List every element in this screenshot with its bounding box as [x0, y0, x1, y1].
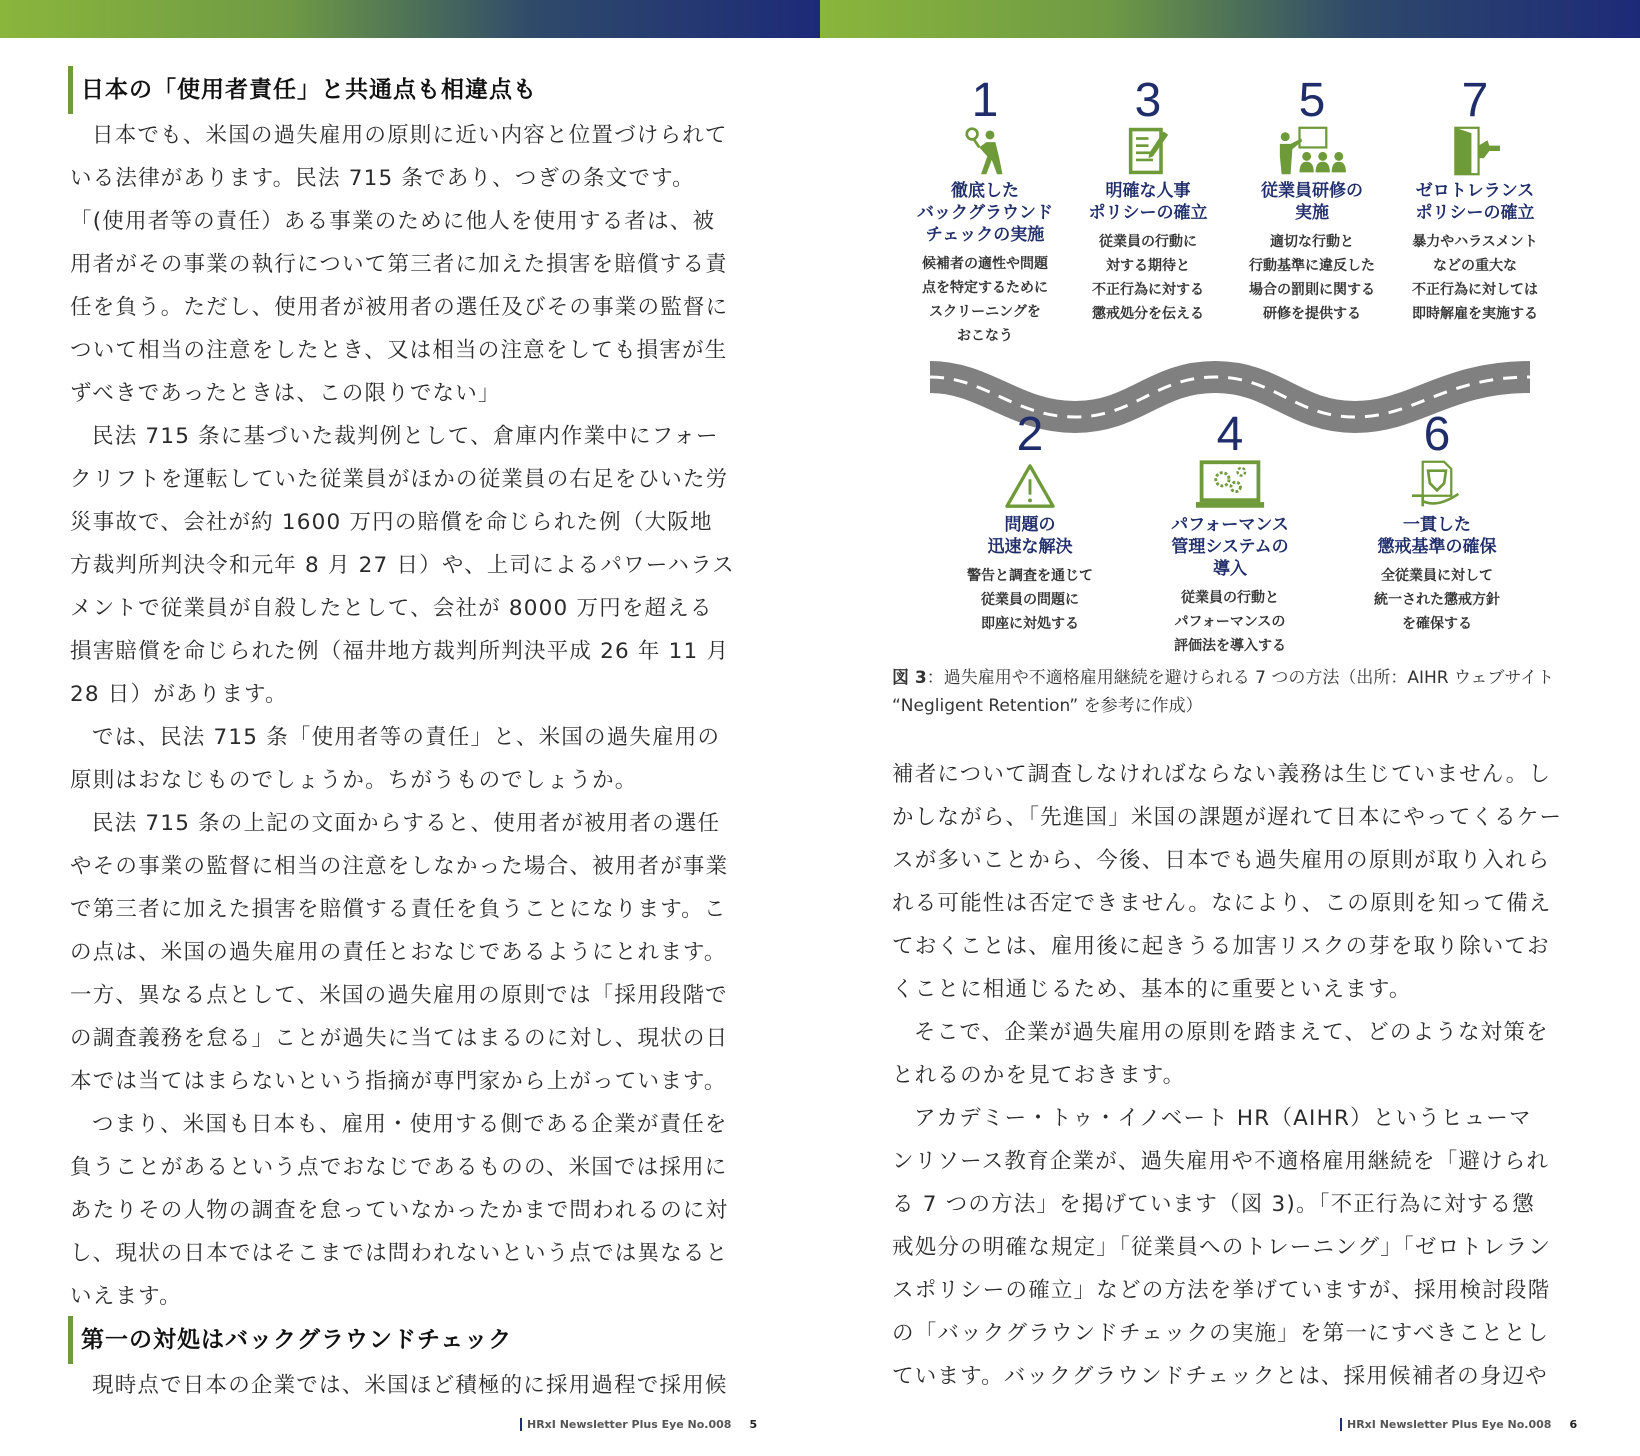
text-line: 負うことがあるという点でおなじであるものの、米国では採用に: [70, 1155, 728, 1180]
step-title: 一貫した 懲戒基準の確保: [1377, 515, 1497, 557]
text-line: る 7 つの方法」を掲げています（図 3)。「不正行為に対する懲: [892, 1192, 1535, 1217]
step-description: 暴力やハラスメント などの重大な 不正行為に対しては 即時解雇を実施する: [1412, 234, 1538, 322]
text-line: ずべきであったときは、この限りでない」: [70, 381, 501, 406]
section-heading: 第一の対処はバックグラウンドチェック: [68, 1316, 752, 1364]
text-line: 災事故で、会社が約 1600 万円の賠償を命じられた例（大阪地: [70, 510, 713, 535]
step-description: 警告と調査を通じて 従業員の問題に 即座に対処する: [967, 568, 1093, 632]
footer-right: [1340, 1418, 1577, 1431]
step-description: 適切な行動と 行動基準に違反した 場合の罰則に関する 研修を提供する: [1249, 234, 1375, 322]
text-line: やその事業の監督に相当の注意をしなかった場合、被用者が事業: [70, 854, 729, 879]
laptop-gears-icon: [1150, 460, 1310, 510]
method-step-1: [905, 76, 1065, 348]
text-line: の点は、米国の過失雇用の責任とおなじであるようにとれます。: [70, 940, 727, 965]
method-step-3: [1068, 76, 1228, 326]
step-number: 6: [1423, 408, 1451, 461]
text-line: くことに相通じるため、基本的に重要といえます。: [892, 977, 1412, 1002]
method-step-7: [1395, 76, 1555, 326]
text-line: 現時点で日本の企業では、米国ほど積極的に採用過程で採用候: [92, 1373, 728, 1398]
header-bar-right: [820, 0, 1640, 38]
text-line: 戒処分の明確な規定」「従業員へのトレーニング」「ゼロトレラン: [892, 1235, 1552, 1260]
text-line: し、現状の日本ではそこまでは問われないという点では異なると: [70, 1241, 729, 1266]
step-title: 従業員研修の 実施: [1261, 181, 1363, 223]
text-line: つまり、米国も日本も、雇用・使用する側である企業が責任を: [92, 1112, 728, 1137]
text-line: あたりその人物の調査を怠っていなかったかまで問われるのに対: [70, 1198, 729, 1223]
text-line: アカデミー・トゥ・イノベート HR（AIHR）というヒューマ: [914, 1106, 1532, 1131]
text-line: 損害賠償を命じられた例（福井地方裁判所判決平成 26 年 11 月: [70, 639, 730, 664]
step-title: ゼロトレランス ポリシーの確立: [1415, 181, 1535, 223]
text-line: 日本でも、米国の過失雇用の原則に近い内容と位置づけられて: [92, 123, 728, 148]
footer-title: HRxI Newsletter Plus Eye No.008: [527, 1418, 732, 1431]
text-line: 「(使用者等の責任）ある事業のために他人を使用する者は、被: [70, 209, 716, 234]
text-line: そこで、企業が過失雇用の原則を踏まえて、どのような対策を: [914, 1020, 1549, 1045]
text-line: 任を負う。ただし、使用者が被用者の選任及びその事業の監督に: [70, 295, 729, 320]
text-line: では、民法 715 条「使用者等の責任」と、米国の過失雇用の: [92, 725, 721, 750]
text-line: 原則はおなじものでしょうか。ちがうものでしょうか。: [70, 768, 638, 793]
text-line: ておくことは、雇用後に起きうる加害リスクの芽を取り除いてお: [892, 934, 1550, 959]
text-line: スが多いことから、今後、日本でも過失雇用の原則が取り入れら: [892, 848, 1551, 873]
hand-shield-icon: [1357, 460, 1517, 510]
step-number: 1: [971, 74, 999, 127]
header-bar-left: [0, 0, 820, 38]
step-title: 問題の 迅速な解決: [987, 515, 1073, 557]
step-title: 明確な人事 ポリシーの確立: [1088, 181, 1208, 223]
footer-left: [520, 1418, 757, 1431]
text-line: ンリソース教育企業が、過失雇用や不適格雇用継続を「避けられ: [892, 1149, 1550, 1174]
step-number: 4: [1216, 408, 1244, 461]
text-line: の「バックグラウンドチェックの実施」を第一にすべきこととし: [892, 1321, 1550, 1346]
text-line: 方裁判所判決令和元年 8 月 27 日）や、上司によるパワーハラス: [70, 553, 735, 578]
step-description: 従業員の行動と パフォーマンスの 評価法を導入する: [1174, 590, 1286, 654]
step-number: 3: [1134, 74, 1162, 127]
text-line: れる可能性は否定できません。なにより、この原則を知って備え: [892, 891, 1552, 916]
text-line: 民法 715 条の上記の文面からすると、使用者が被用者の選任: [92, 811, 721, 836]
method-step-5: [1232, 76, 1392, 326]
step-description: 従業員の行動に 対する期待と 不正行為に対する 懲戒処分を伝える: [1092, 234, 1204, 322]
footer-title: HRxI Newsletter Plus Eye No.008: [1347, 1418, 1552, 1431]
text-line: クリフトを運転していた従業員がほかの従業員の右足をひいた労: [70, 467, 729, 492]
page-number: 5: [749, 1418, 758, 1431]
warning-triangle-icon: [950, 460, 1110, 510]
section-heading: 日本の「使用者責任」と共通点も相違点も: [68, 66, 752, 114]
text-line: いる法律があります。民法 715 条であり、つぎの条文です。: [70, 166, 695, 191]
text-line: 本では当てはまらないという指摘が専門家から上がっています。: [70, 1069, 727, 1094]
step-title: パフォーマンス 管理システムの 導入: [1171, 515, 1289, 579]
right-page-text: [892, 753, 1574, 1398]
text-line: 補者について調査しなければならない義務は生じていません。し: [892, 762, 1552, 787]
text-line: 一方、異なる点として、米国の過失雇用の原則では「採用段階で: [70, 983, 728, 1008]
document-pen-icon: [1068, 126, 1228, 176]
text-line: ついて相当の注意をしたとき、又は相当の注意をしても損害が生: [70, 338, 728, 363]
text-line: の調査義務を怠る」ことが過失に当てはまるのに対し、現状の日: [70, 1026, 729, 1051]
step-number: 7: [1461, 74, 1489, 127]
text-line: 28 日）があります。: [70, 682, 288, 707]
step-number: 5: [1298, 74, 1326, 127]
method-step-4: [1150, 410, 1310, 658]
text-line: メントで従業員が自殺したとして、会社が 8000 万円を超える: [70, 596, 713, 621]
text-line: かしながら、「先進国」米国の課題が遅れて日本にやってくるケー: [892, 805, 1563, 830]
caption-text: ：過失雇用や不適格雇用継続を避けられる 7 つの方法（出所：AIHR ウェブサイト “Negligent Retention” を参考に作成）: [892, 668, 1555, 716]
door-exit-icon: [1395, 126, 1555, 176]
left-page-text: [70, 66, 752, 1407]
figure-caption: [892, 664, 1582, 720]
caption-label: 図 3: [892, 668, 927, 688]
page-number: 6: [1569, 1418, 1578, 1431]
step-title: 徹底した バックグラウンド チェックの実施: [917, 181, 1053, 245]
text-line: 民法 715 条に基づいた裁判例として、倉庫内作業中にフォー: [92, 424, 719, 449]
method-step-6: [1357, 410, 1517, 636]
text-line: ています。バックグラウンドチェックとは、採用候補者の身辺や: [892, 1364, 1548, 1389]
text-line: とれるのかを見ておきます。: [892, 1063, 1186, 1088]
text-line: いえます。: [70, 1284, 182, 1309]
text-line: で第三者に加えた損害を賠償する責任を負うことになります。こ: [70, 897, 727, 922]
text-line: 用者がその事業の執行について第三者に加えた損害を賠償する責: [70, 252, 728, 277]
magnifier-person-icon: [905, 126, 1065, 176]
text-line: スポリシーの確立」などの方法を挙げていますが、採用検討段階: [892, 1278, 1551, 1303]
training-presenter-icon: [1232, 126, 1392, 176]
step-description: 全従業員に対して 統一された懲戒方針 を確保する: [1374, 568, 1500, 632]
method-step-2: [950, 410, 1110, 636]
step-number: 2: [1016, 408, 1044, 461]
step-description: 候補者の適性や問題 点を特定するために スクリーニングを おこなう: [922, 256, 1048, 344]
